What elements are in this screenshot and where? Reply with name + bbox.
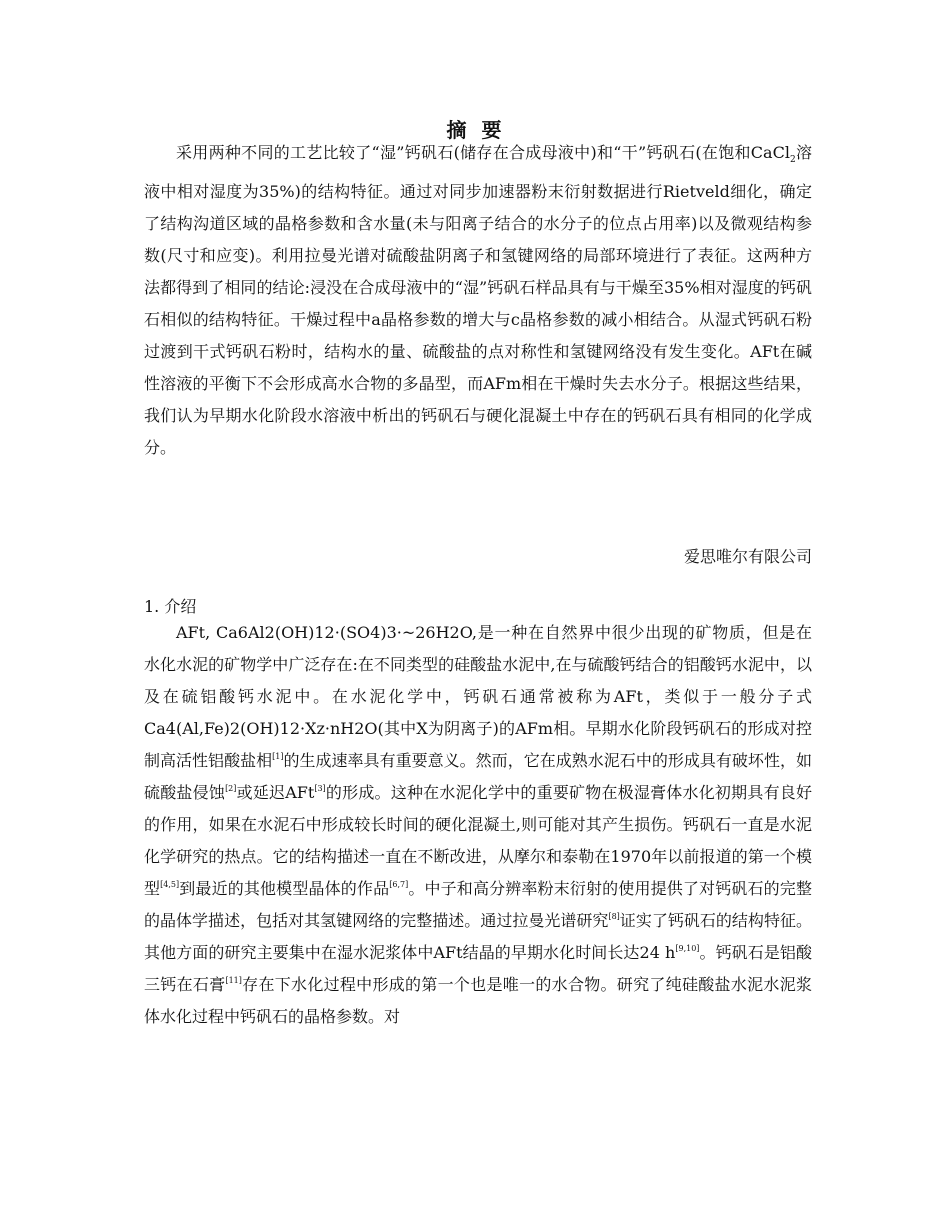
intro-text: AFt, Ca6Al2(OH)12·(SO4)3·~26H2O,是一种在自然界中很少出现的矿物质，但是在水化水泥的矿物学中广泛存在:在不同类型的硅酸盐水泥中,在与硫酸钙结合的铝酸钙水泥中，以及在硫铝酸钙水泥中。在水泥化学中，钙矾石通常被称为AFt，类似于一般分子式Ca4(Al,Fe)2(OH)12·Xz·nH2O(其中X为阴离子)的AFm相。早期水化阶段钙矾石的形成对控制高活性铝酸盐相 <box>144 623 812 770</box>
citation-ref: [4,5] <box>160 880 180 889</box>
abstract-title: 摘 要 <box>446 118 506 142</box>
citation-ref: [2] <box>225 784 237 793</box>
section-heading: 1. 介绍 <box>144 597 197 616</box>
citation-ref: [8] <box>608 912 620 921</box>
intro-text: 的形成。这种在水泥化学中的重要矿物在极湿膏体水化初期具有良好的作用，如果在水泥石中形成较长时间的硬化混凝土,则可能对其产生损伤。钙矾石一直是水泥化学研究的热点。它的结构描述一直在不断改进，从摩尔和泰勒在1970年以前报道的第一个模型 <box>144 783 812 898</box>
abstract-paragraph <box>144 137 812 464</box>
citation-ref: [9,10] <box>675 944 700 953</box>
intro-text: 存在下水化过程中形成的第一个也是唯一的水合物。研究了纯硅酸盐水泥水泥浆体水化过程中钙矾石的晶格参数。对 <box>144 975 812 1026</box>
subscript-2: 2 <box>789 155 796 166</box>
intro-text: 。中子和高分辨率粉末衍射的使用提供了对钙矾石的完整的晶体学描述，包括对其氢键网络的完整描述。通过拉曼光谱研究 <box>144 879 812 930</box>
intro-text: 的生成速率具有重要意义。然而，它在成熟水泥石中的形成具有破坏性，如硫酸盐侵蚀 <box>144 751 812 802</box>
company-name: 爱思唯尔有限公司 <box>683 547 812 566</box>
intro-text: 到最近的其他模型晶体的作品 <box>179 879 390 898</box>
citation-ref: [6,7] <box>389 880 409 889</box>
intro-text: 证实了钙矾石的结构特征。其他方面的研究主要集中在湿水泥浆体中AFt结晶的早期水化时间长达24 h <box>144 911 812 962</box>
intro-text: 或延迟AFt <box>236 783 315 802</box>
citation-ref: [3] <box>314 784 326 793</box>
abstract-text-2: 溶液中相对湿度为35%)的结构特征。通过对同步加速器粉末衍射数据进行Rietveld细化，确定了结构沟道区域的晶格参数和含水量(未与阳离子结合的水分子的位点占用率)以及微观结构参数(尺寸和应变)。利用拉曼光谱对硫酸盐阴离子和氢键网络的局部环境进行了表征。这两种方法都得到了相同的结论:浸没在合成母液中的“湿”钙矾石样品具有与干燥至35%相对湿度的钙矾石相似的结构特征。干燥过程中a晶格参数的增大与c晶格参数的减小相结合。从湿式钙矾石粉过渡到干式钙矾石粉时，结构水的量、硫酸盐的点对称性和氢键网络没有发生变化。AFt在碱性溶液的平衡下不会形成高水合物的多晶型，而AFm相在干燥时失去水分子。根据这些结果，我们认为早期水化阶段水溶液中析出的钙矾石与硬化混凝土中存在的钙矾石具有相同的化学成分。 <box>144 143 812 458</box>
intro-paragraph <box>144 617 812 1033</box>
intro-text: 。钙矾石是铝酸三钙在石膏 <box>144 943 812 994</box>
citation-ref: [1] <box>272 752 284 761</box>
citation-ref: [11] <box>225 976 242 985</box>
abstract-text-1: 采用两种不同的工艺比较了“湿”钙矾石(储存在合成母液中)和“干”钙矾石(在饱和CaCl <box>176 143 790 162</box>
